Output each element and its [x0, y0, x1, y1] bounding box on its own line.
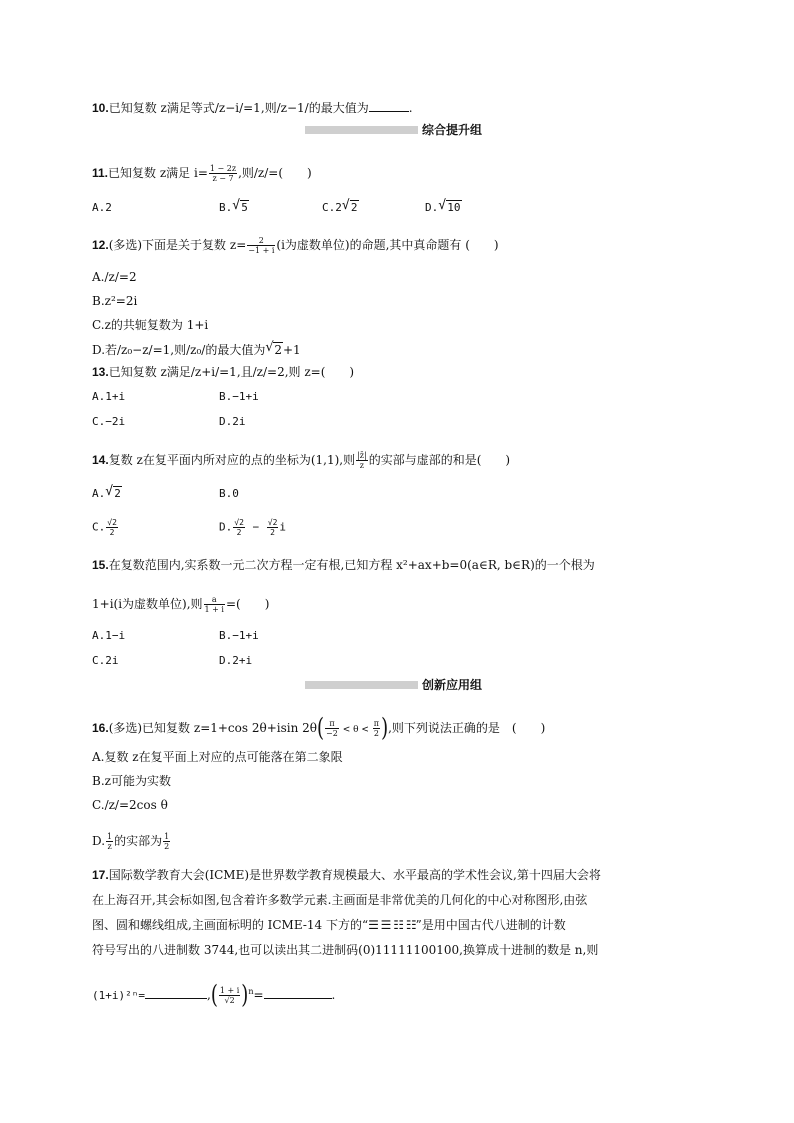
option-a[interactable]: A.1+i	[92, 390, 126, 403]
question-17-line3: 图、圆和螺线组成,主画面标明的 ICME-14 下方的“☰ ☰ ☷ ☷”是用中国古代八进制的计数	[92, 918, 566, 932]
answer-blank[interactable]	[369, 111, 409, 112]
question-number: 13.	[92, 365, 109, 379]
fraction: $\frac{|z̄|}{z}$	[357, 451, 367, 470]
section-bar	[305, 126, 418, 134]
question-number: 16.	[92, 721, 109, 735]
option-c[interactable]: C.z的共轭复数为 1+i	[92, 318, 209, 332]
option-a[interactable]: A.2	[92, 201, 112, 214]
question-11: 11.已知复数 z满足 i= $\frac{1 - 2z}{z - 7}$ ,则/z/=( )	[92, 164, 312, 183]
option-c[interactable]: C./z/=2cos θ	[92, 798, 168, 812]
option-b[interactable]: B.0	[219, 487, 239, 500]
option-a[interactable]: A.1−i	[92, 629, 126, 642]
option-b[interactable]: B.z可能为实数	[92, 774, 171, 788]
octal-symbols: ☰ ☰ ☷ ☷	[368, 918, 416, 932]
option-d[interactable]: D.2+i	[219, 654, 253, 667]
question-13: 13.已知复数 z满足/z+i/=1,且/z/=2,则 z=( )	[92, 365, 355, 379]
question-number: 11.	[92, 166, 109, 180]
option-d[interactable]: D. $\frac{√2}{2}$ − $\frac{√2}{2}$ i	[219, 518, 287, 537]
section-bar	[305, 681, 418, 689]
option-d[interactable]: D. √ 10	[425, 198, 461, 214]
option-c[interactable]: C.2i	[92, 654, 119, 667]
question-17-line5: (1+i)²ⁿ= ,( $\frac{1 + i}{√2}$ )$^n$= .	[92, 980, 336, 1010]
option-d[interactable]: D.若/z₀−z/=1,则/z₀/的最大值为 √ 2+1	[92, 340, 301, 357]
question-17: 17.国际数学教育大会(ICME)是世界数学教育规模最大、水平最高的学术性会议,第十四届大会将	[92, 868, 601, 882]
option-b[interactable]: B.−1+i	[219, 629, 259, 642]
option-a[interactable]: A./z/=2	[92, 270, 137, 284]
question-12: 12.(多选)下面是关于复数 z= $\frac{2}{-1 + i}$ (i为虚数单位)的命题,其中真命题有 ( )	[92, 236, 499, 255]
option-b[interactable]: B. √ 5	[219, 198, 248, 214]
question-number: 12.	[92, 238, 109, 252]
question-16: 16.(多选)已知复数 z=1+cos 2θ+isin 2θ( $\frac{\pi}{-2}$ < θ < $\frac{\pi}{2}$ ),则下列说法正确的是 ( )	[92, 713, 546, 743]
option-a[interactable]: A. √ 2	[92, 484, 121, 500]
question-15: 15.在复数范围内,实系数一元二次方程一定有根,已知方程 x²+ax+b=0(a∈R, b∈R)的一个根为	[92, 558, 595, 572]
answer-blank-2[interactable]	[264, 998, 332, 999]
question-17-line2: 在上海召开,其会标如图,包含着许多数学元素.主画面是非常优美的几何化的中心对称图形,由弦	[92, 893, 588, 907]
question-10: 10.已知复数 z满足等式/z−i/=1,则/z−1/的最大值为 .	[92, 101, 413, 115]
fraction: $\frac{2}{-1 + i}$	[248, 236, 275, 255]
section-title-innovation: 创新应用组	[422, 678, 483, 692]
fraction: $\frac{a}{1 + i}$	[204, 595, 224, 614]
option-c[interactable]: C.−2i	[92, 415, 126, 428]
question-number: 17.	[92, 868, 109, 882]
section-title-comprehensive: 综合提升组	[422, 123, 483, 137]
question-number: 10.	[92, 101, 109, 115]
option-d[interactable]: D.2i	[219, 415, 246, 428]
option-b[interactable]: B.−1+i	[219, 390, 259, 403]
question-number: 14.	[92, 453, 109, 467]
option-c[interactable]: C.2 √ 2	[322, 198, 358, 214]
answer-blank-1[interactable]	[145, 998, 207, 999]
question-text: 已知复数 z满足等式/z−i/=1,则/z−1/的最大值为	[108, 101, 369, 115]
option-b[interactable]: B.z²=2i	[92, 294, 138, 308]
question-14: 14.复数 z在复平面内所对应的点的坐标为(1,1),则 $\frac{|z̄|}{z}$ 的实部与虚部的和是( )	[92, 451, 511, 470]
question-17-line4: 符号写出的八进制数 3744,也可以读出其二进制码(0)11111100100,换算成十进制的数是 n,则	[92, 943, 599, 957]
fraction: $\frac{1 - 2z}{z - 7}$	[209, 164, 237, 183]
option-a[interactable]: A.复数 z在复平面上对应的点可能落在第二象限	[92, 750, 343, 764]
question-number: 15.	[92, 558, 109, 572]
option-c[interactable]: C. $\frac{√2}{2}$	[92, 518, 117, 537]
question-15-line2: 1+i(i为虚数单位),则 $\frac{a}{1 + i}$ =( )	[92, 595, 270, 614]
option-d[interactable]: D. $\frac{1}{z}$ 的实部为 $\frac{1}{2}$	[92, 832, 170, 851]
